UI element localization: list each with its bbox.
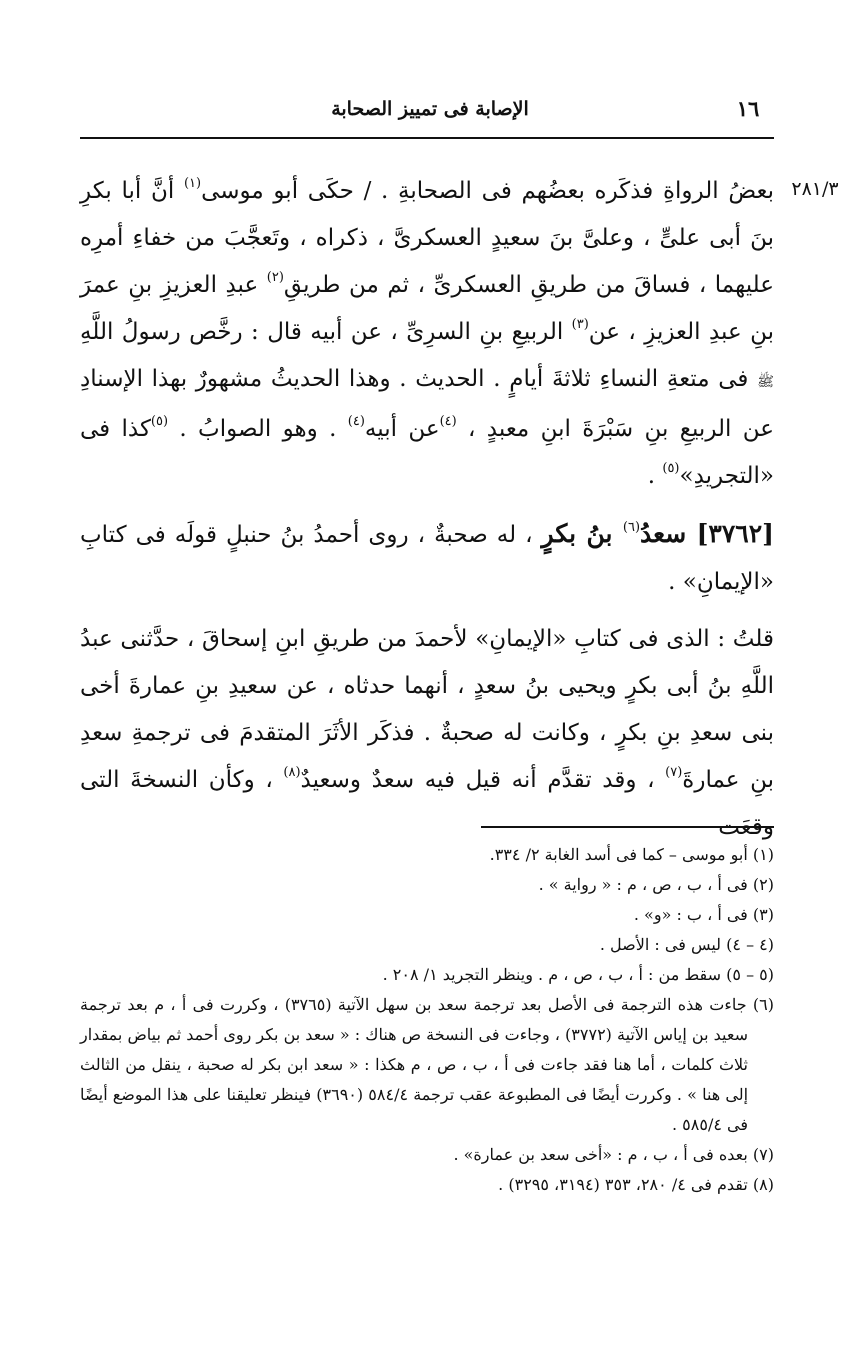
footnote: (٦) جاءت هذه الترجمة فى الأصل بعد ترجمة سعد بن سهل الآتية (٣٧٦٥) ، وكررت فى أ ، م بعد ترجمة سعيد بن إياس الآتية (٣٧٧٢) ، وجاءت فى النسخة ص هناك : « سعد بن بكر روى أحمد ثم بياض بمقدار ثلاث كلمات ، أما هنا فقد جاءت فى أ ، ب ، ص ، م هكذا : « سعد ابن بكر له صحبة ، ينقل من الثالث إلى هنا » . وكررت أيضًا فى المطبوعة عقب ترجمة ٥٨٤/٤ (٣٦٩٠) فينظر تعليقنا على هذا الموضع أيضًا فى ٥٨٥/٤ . <box>80 995 775 1134</box>
header-rule <box>80 137 774 139</box>
text-run: ، وقد تقدَّم أنه قيل فيه سعدٌ وسعيدٌ <box>300 767 666 793</box>
text-run: عن أبيه <box>364 416 440 442</box>
footnote-marker: (٤) <box>439 414 457 429</box>
entry-name: بنُ بكرٍ <box>541 519 623 548</box>
paragraph-3 <box>80 616 774 851</box>
main-text <box>80 168 774 851</box>
entry-name: سعدُ <box>640 519 697 548</box>
text-run: أنَّ أبا بكرِ بنَ أبى علىٍّ ، وعلىَّ بنَ سعيدٍ العسكرىَّ ، ذكراه ، وتَعجَّبَ من خفاءِ أمرِه عليهما ، فساقَ من طريقِ العسكرىِّ ، ثم من طريقِ <box>80 178 774 298</box>
footnote-marker: (٦) <box>622 520 641 535</box>
footnote-marker: (٥) <box>662 461 680 476</box>
running-head-title: الإصابة فى تمييز الصحابة <box>331 98 529 120</box>
footnote: (٢) فى أ ، ب ، ص ، م : « رواية » . <box>538 875 774 894</box>
footnote: (٣) فى أ ، ب : «و» . <box>633 905 774 924</box>
margin-volume-page-ref: ٢٨١/٣ <box>791 178 839 200</box>
footnote: (٨) تقدم فى ٤/ ٢٨٠، ٣٥٣ (٣١٩٤، ٣٢٩٥) . <box>498 1175 774 1194</box>
footnote-marker: (٥) <box>150 414 169 429</box>
honorific-glyph: ﷺ <box>757 374 774 390</box>
paragraph-1 <box>80 168 774 500</box>
footnote: (٥ – ٥) سقط من : أ ، ب ، ص ، م . وينظر التجريد ١/ ٢٠٨ . <box>382 965 774 984</box>
text-run: . وهو الصوابُ . <box>179 416 348 442</box>
text-run: . <box>647 463 663 489</box>
footnote-marker: (٨) <box>283 765 301 780</box>
footnote-marker: (٣) <box>571 317 589 332</box>
footnote-marker: (٤) <box>347 414 365 429</box>
footnote-marker: (١) <box>183 176 202 191</box>
footnote: (٧) بعده فى أ ، ب ، م : «أخى سعد بن عمارة» . <box>453 1145 774 1164</box>
text-run: قلتُ : الذى فى كتابِ «الإيمانِ» لأحمدَ من طريقِ ابنِ إسحاقَ ، حدَّثنى عبدُ اللَّهِ بنُ أبى بكرٍ ويحيى بنُ سعدٍ ، أنهما حدثاه ، عن سعيدِ بنِ عمارةَ أخى بنى سعدِ بنِ بكرٍ ، وكانت له صحبةٌ . فذكَر الأثَرَ المتقدمَ فى ترجمةِ سعدِ بنِ عمارةَ <box>80 626 774 793</box>
footnotes <box>80 840 774 1200</box>
footnote: (٤ – ٤) ليس فى : الأصل . <box>599 935 774 954</box>
text-run: ، له صحبةٌ ، روى أحمدُ بنُ حنبلٍ قولَه فى كتابِ «الإيمانِ» . <box>80 522 774 595</box>
text-run: بعضُ الرواةِ فذكَره بعضُهم فى الصحابةِ . / حكَى أبو موسى <box>201 178 774 204</box>
page-number: ١٦ <box>736 96 760 121</box>
paragraph-entry-3762 <box>80 510 774 606</box>
footnote-marker: (٧) <box>665 765 683 780</box>
entry-number: [٣٧٦٢] <box>696 519 774 548</box>
text-run: عبدِ العزيزِ بنِ عمرَ بنِ عبدِ العزيزِ ، عن <box>80 272 774 345</box>
text-run: ، وكأن النسخةَ التى وقعَت <box>80 767 774 840</box>
footnote: (١) أبو موسى – كما فى أسد الغابة ٢/ ٣٣٤. <box>489 845 774 864</box>
footnote-rule <box>481 826 774 828</box>
text-run: كذا فى «التجريدِ» <box>80 416 774 489</box>
footnote-marker: (٢) <box>266 270 284 285</box>
text-run: فى متعةِ النساءِ ثلاثةَ أيامٍ . الحديث . وهذا الحديثُ مشهورٌ بهذا الإسنادِ عن الربيعِ بنِ سَبْرَةَ ابنِ معبدٍ ، <box>80 366 774 442</box>
text-run: الربيعِ بنِ السرِىِّ ، عن أبيه قال : رخَّص رسولُ اللَّهِ <box>80 319 572 345</box>
